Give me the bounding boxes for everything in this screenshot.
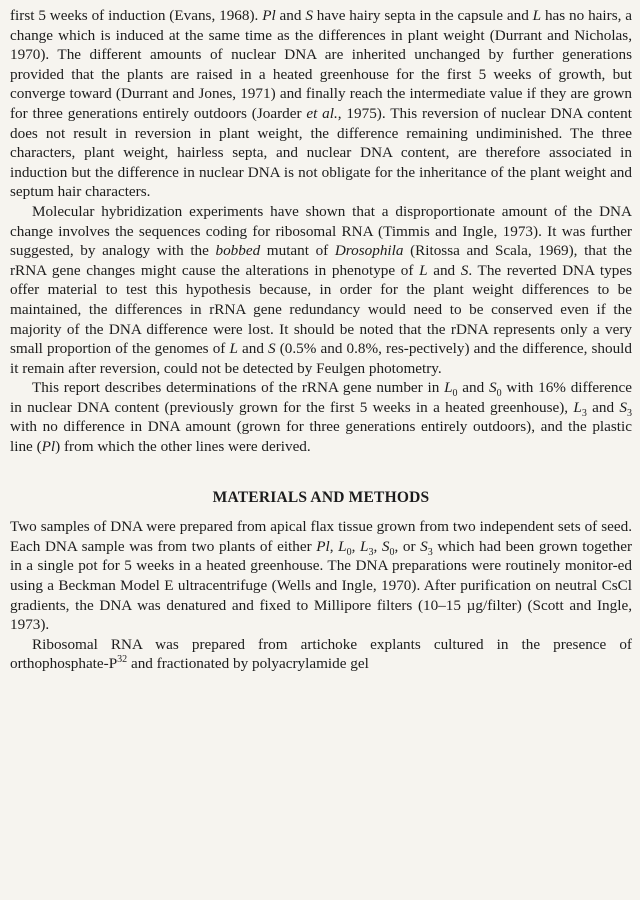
italic-text: S	[381, 537, 390, 555]
paragraph-induction	[10, 6, 632, 202]
text-run: (0.5% and 0.8%, res-pectively) and the difference, should it remain after reversion, could not be detected by Feulgen photometry.	[10, 340, 632, 377]
italic-text: S	[619, 398, 627, 416]
text-run: mutant of	[260, 242, 335, 260]
italic-text: S	[305, 7, 313, 24]
italic-text: et al.	[306, 104, 338, 122]
subscript: 0	[452, 388, 458, 400]
italic-text: L	[532, 7, 542, 24]
text-run: , or	[394, 537, 421, 555]
text-run: with no difference in DNA amount (grown for three generations entirely outdoors), and the plastic line (	[10, 418, 632, 456]
text-run: ,	[329, 537, 339, 555]
italic-text: L	[444, 379, 453, 397]
italic-text: Pl	[316, 537, 330, 555]
text-run: and	[275, 7, 306, 24]
text-run: . The reverted DNA types offer material to test this hypothesis because, in order for the plant weight differences to be maintained, the differences in rRNA gene redundancy would need to be conserved even if the majority of the DNA difference were lost. It should be noted that the rDNA represents only a very small proportion of the genomes of	[10, 261, 632, 358]
subscript: 0	[496, 388, 502, 400]
text-run: Ribosomal RNA was prepared from artichoke explants cultured in the presence of orthophosphate-P	[10, 635, 632, 673]
italic-text: S	[488, 379, 497, 397]
paragraph-molecular-hybridization	[10, 202, 632, 378]
italic-text: L	[338, 537, 347, 555]
paragraph-report-scope	[10, 378, 632, 456]
italic-text: Drosophila	[334, 242, 404, 260]
text-run: ,	[351, 537, 361, 555]
text-run: and fractionated by polyacrylamide gel	[127, 655, 369, 673]
text-run: and	[427, 261, 461, 279]
text-run: Molecular hybridization experiments have shown that a disproportionate amount of the DNA change involves the sequences coding for ribosomal RNA (Timmis and Ingle, 1973). It was further suggested, by analogy with the	[10, 202, 632, 260]
subscript: 3	[368, 546, 374, 558]
italic-text: Pl	[41, 438, 56, 456]
text-run: which had been grown together in a single pot for 5 weeks in a heated greenhouse. The DNA preparations were routinely monitor-ed using a Beckman Model E ultracentrifuge (Wells and Ingle, 1970). After purification on neutral CsCl gradients, the DNA was denatured and fixed to Millipore filters (10–15 µg/filter) (Scott and Ingle, 1973).	[10, 537, 633, 634]
text-run: first 5 weeks of induction (Evans, 1968).	[10, 7, 263, 24]
text-run: has no hairs, a change which is induced at the same time as the differences in plant weight (Durrant and Nicholas, 1970). The different amounts of nuclear DNA are inherited unchanged by further generations provided that the plants are raised in a heated greenhouse for the first 5 weeks of growth, but converge toward (Durrant and Jones, 1971) and finally reach the intermediate value if they are grown for three generations entirely outdoors (Joarder	[10, 7, 633, 122]
text-run: This report describes determinations of the rRNA gene number in	[32, 379, 445, 397]
italic-text: S	[268, 340, 276, 358]
italic-text: L	[573, 398, 582, 416]
subscript: 3	[427, 546, 433, 558]
italic-text: bobbed	[215, 242, 261, 260]
italic-text: Pl	[262, 7, 276, 24]
italic-text: L	[360, 537, 369, 555]
subscript: 0	[389, 546, 395, 558]
text-run: ) from which the other lines were derived.	[55, 438, 311, 456]
subscript: 3	[581, 407, 587, 419]
text-run: (Ritossa and Scala, 1969), that the rRNA gene changes might cause the alterations in phenotype of	[10, 242, 632, 279]
italic-text: L	[419, 261, 428, 279]
text-run: with 16% difference in nuclear DNA content (previously grown for the first 5 weeks in a heated greenhouse),	[10, 379, 632, 416]
subscript: 0	[346, 546, 352, 558]
text-run: ,	[373, 537, 382, 555]
italic-text: S	[420, 537, 428, 555]
text-run: and	[457, 379, 489, 397]
subscript: 3	[627, 407, 632, 419]
text-run: Two samples of DNA were prepared from apical flax tissue grown from two independent sets of seed. Each DNA sample was from two plants of either	[10, 518, 632, 555]
superscript: 32	[117, 654, 128, 666]
paragraph-ribosomal-rna	[10, 635, 632, 674]
italic-text: L	[229, 340, 238, 358]
text-run: and	[586, 398, 620, 416]
text-run: have hairy septa in the capsule and	[312, 7, 533, 24]
text-run: and	[237, 340, 269, 358]
italic-text: S	[460, 261, 469, 279]
text-run: , 1975). This reversion of nuclear DNA content does not result in reversion in plant weight, the difference remaining undiminished. The three characters, plant weight, hairless septa, and nuclear DNA content, are therefore associated in induction but the difference in nuclear DNA is not obligate for the inheritance of the plant weight and septum hair characters.	[10, 104, 632, 201]
section-heading-materials-methods: MATERIALS AND METHODS	[212, 488, 430, 506]
paragraph-dna-samples	[10, 517, 632, 635]
